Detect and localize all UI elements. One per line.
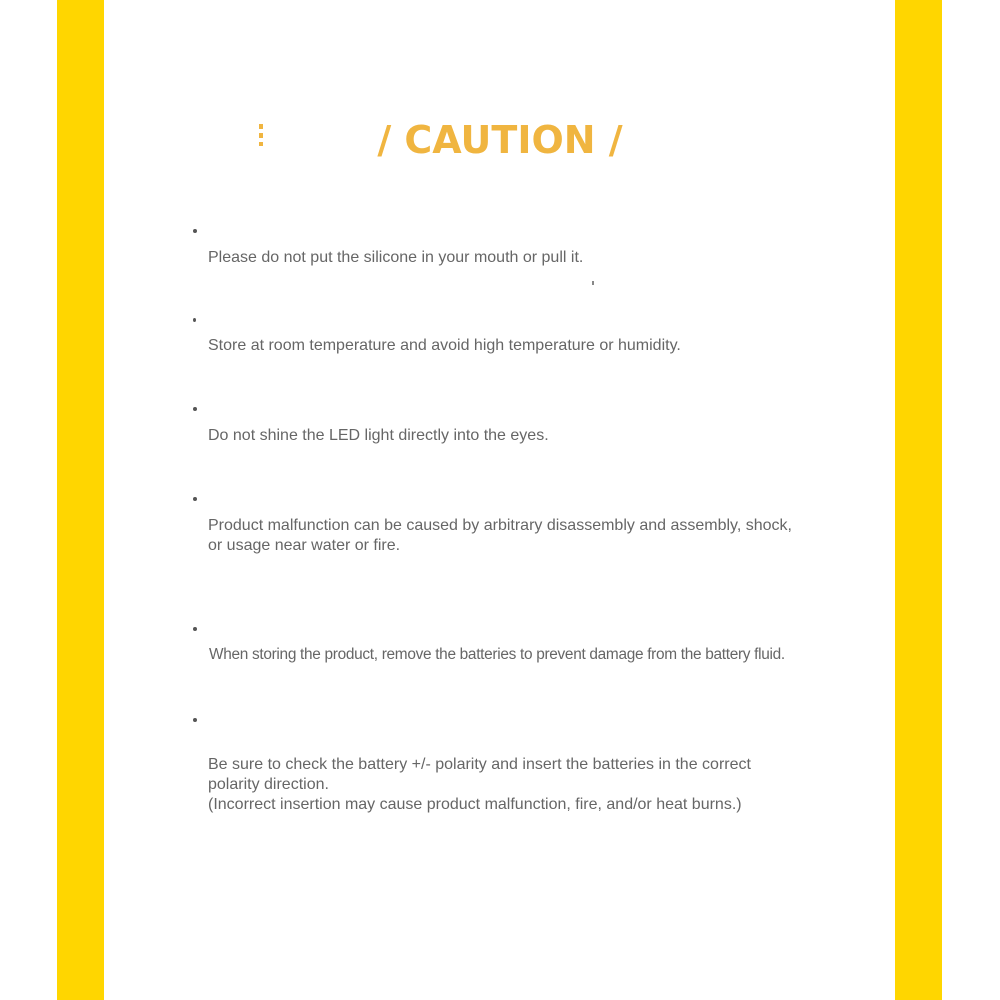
bullet-dot (193, 497, 197, 501)
caution-title: / CAUTION / (377, 118, 623, 162)
bullet-dot (193, 318, 196, 322)
bullet-dot (193, 229, 197, 233)
bullet-dot (193, 627, 197, 631)
bullet-dot (193, 407, 197, 411)
stray-mark (592, 281, 594, 285)
caution-item-malfunction: Product malfunction can be caused by arbitrary disassembly and assembly, shock, or usage near water or fire. (208, 517, 792, 554)
caution-item-battery-polarity: Be sure to check the battery +/- polarity and insert the batteries in the correct polarity direction. (Incorrect insertion may cause product malfunction, fire, and/or heat burns.) (208, 756, 751, 813)
caution-item-storage-temperature: Store at room temperature and avoid high temperature or humidity. (208, 337, 681, 354)
caution-item-battery-storage: When storing the product, remove the batteries to prevent damage from the battery fluid. (209, 646, 785, 663)
caution-item-led-light: Do not shine the LED light directly into the eyes. (208, 427, 549, 444)
caution-item-silicone: Please do not put the silicone in your mouth or pull it. (208, 249, 584, 266)
bullet-dot (193, 718, 197, 722)
